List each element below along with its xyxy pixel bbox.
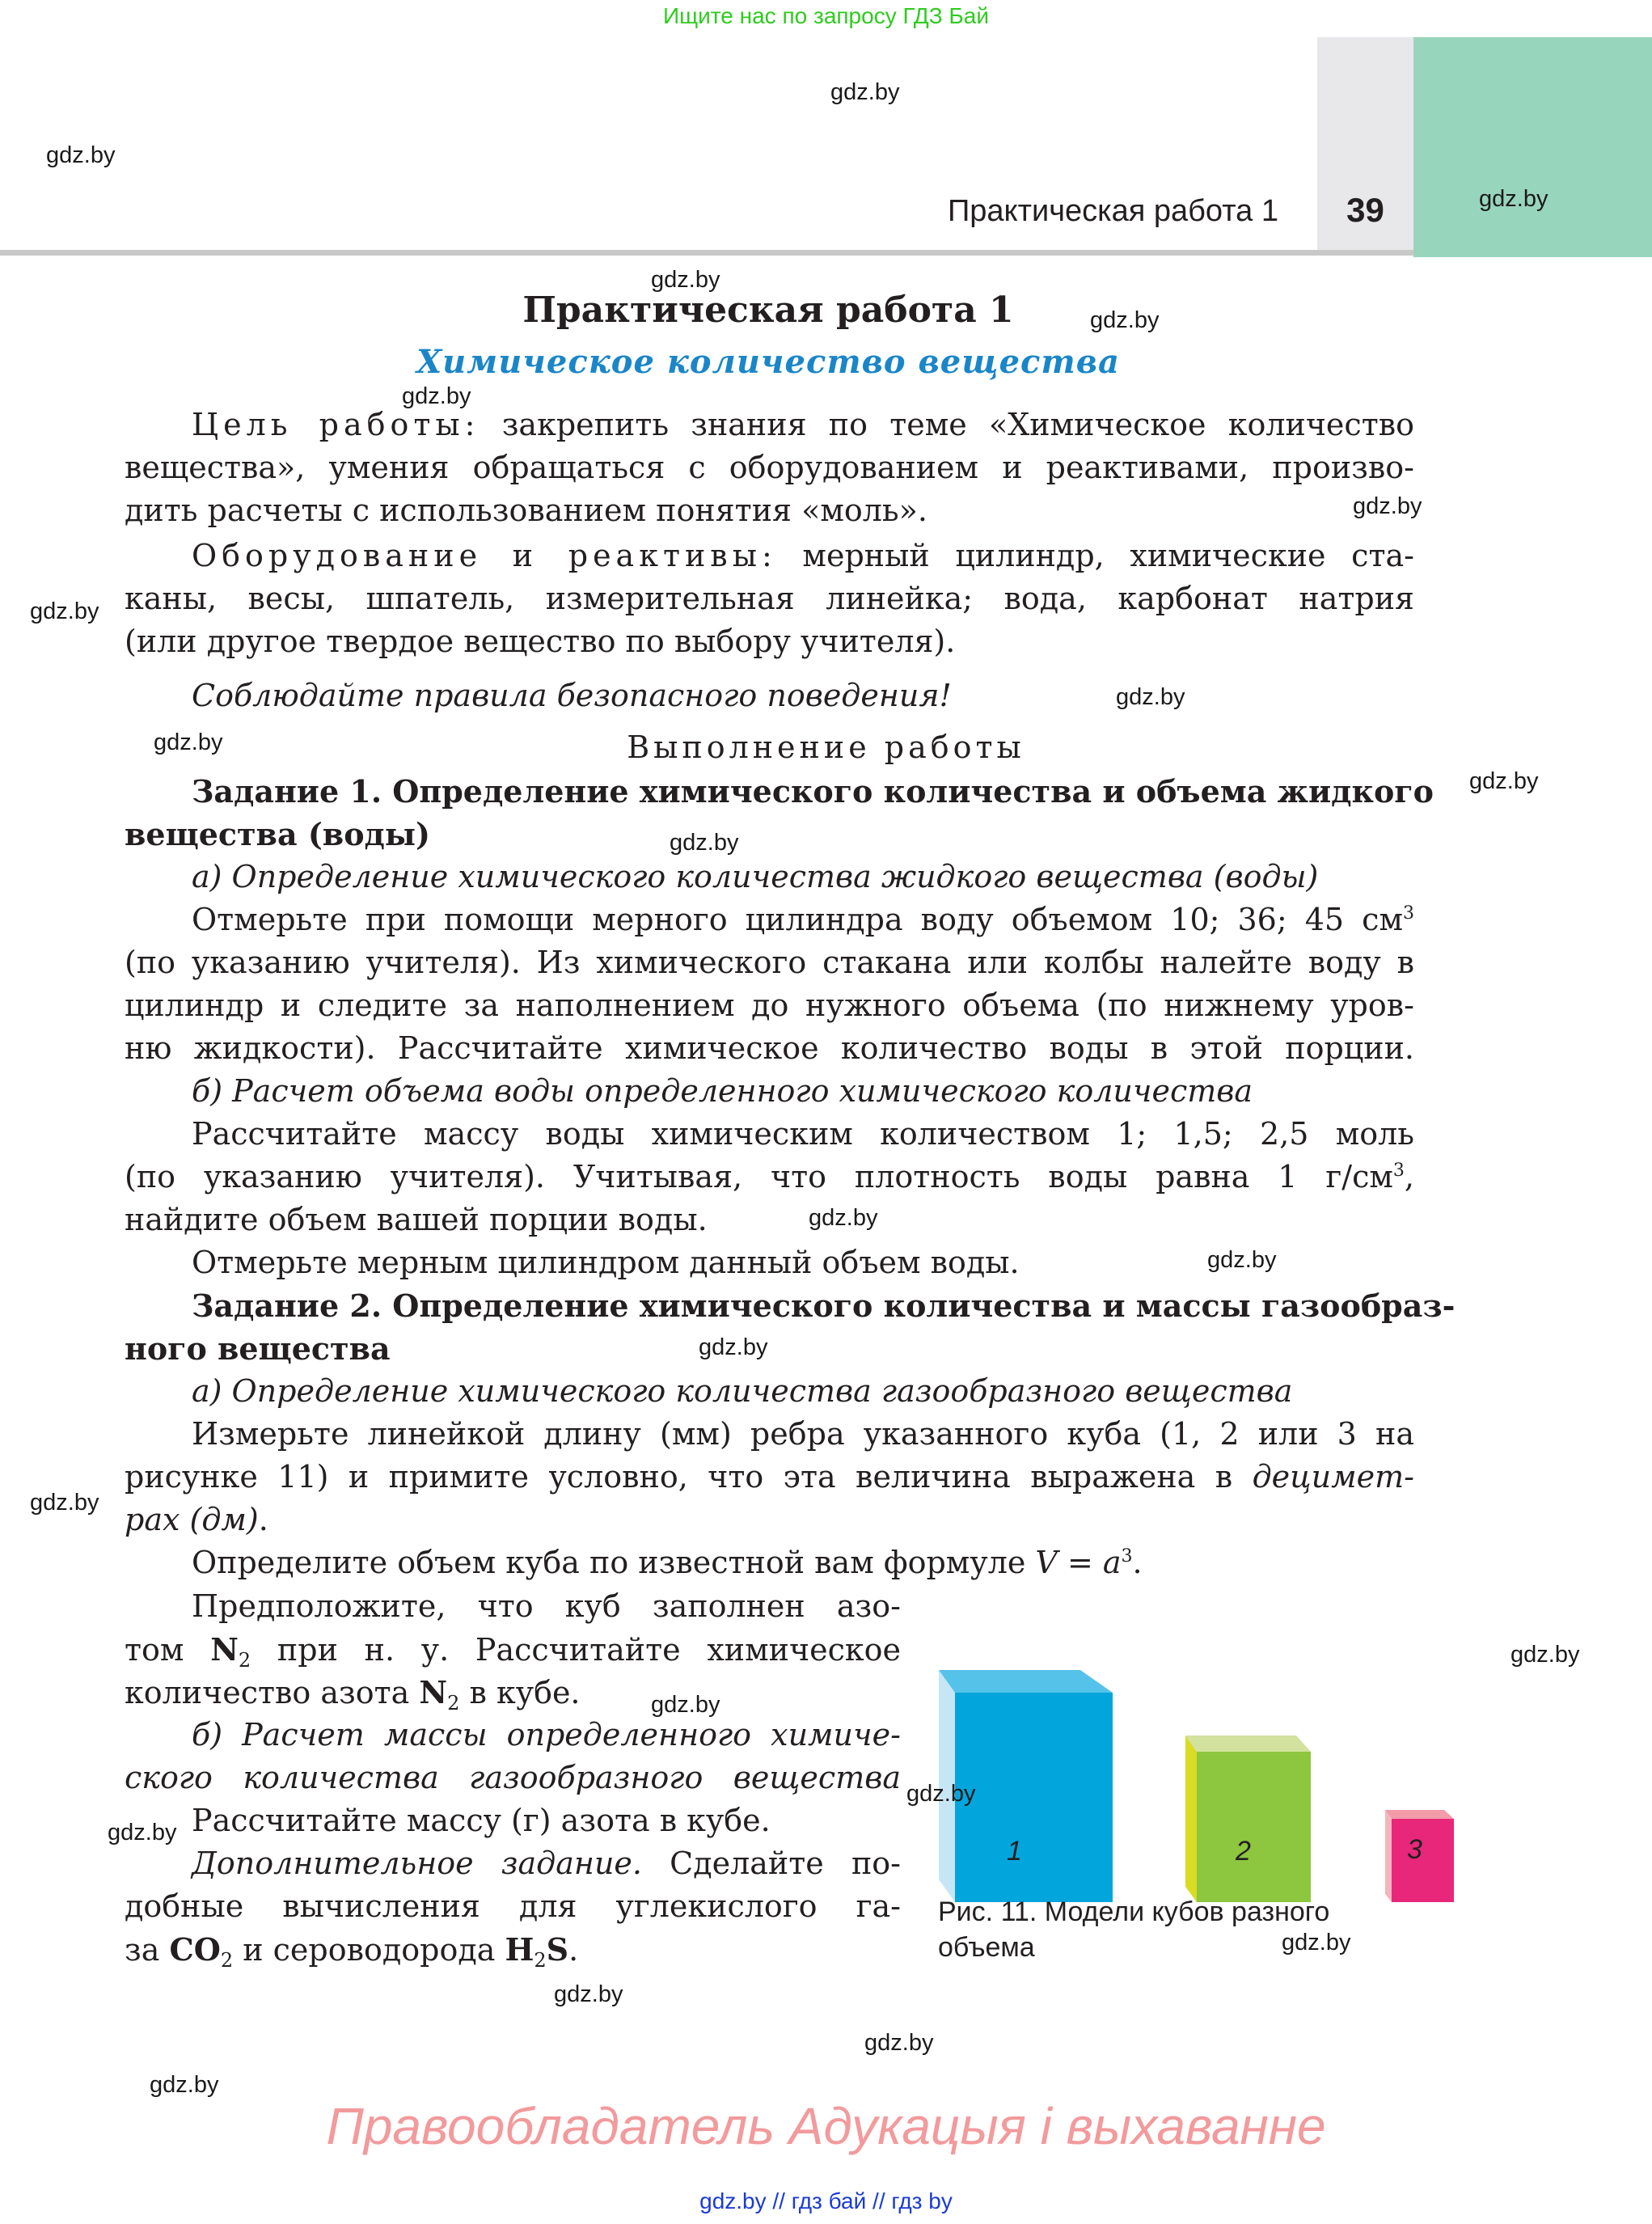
footer-links[interactable]: gdz.by // гдз бай // гдз by (699, 2188, 953, 2213)
cube-label-1: 1 (1007, 1836, 1022, 1867)
watermark: gdz.by (30, 1490, 99, 1516)
watermark: gdz.by (651, 267, 720, 293)
safety-note: Соблюдайте правила безопасного поведения! (192, 678, 952, 713)
task1-b-line-4: Отмерьте мерным цилиндром данный объем воды. (192, 1245, 1020, 1280)
watermark: gdz.by (830, 79, 900, 105)
nitrogen-line-2: том $N_2$ при н. у. Рассчитайте химическое (125, 1631, 902, 1672)
formula-line: Определите объем куба по известной вам формуле $V = a^3$. (192, 1545, 1143, 1580)
task1-part-b-title: б) Расчет объема воды определенного химического количества (192, 1073, 1253, 1109)
section-heading: Выполнение работы (627, 729, 1025, 765)
watermark: gdz.by (906, 1781, 976, 1807)
equipment-label: Оборудование и реактивы: (192, 538, 777, 573)
cube-figure (922, 1650, 1472, 1917)
extra-line-1: Дополнительное задание. Сделайте по- (192, 1846, 901, 1881)
watermark: gdz.by (864, 2030, 934, 2056)
watermark: gdz.by (1510, 1642, 1580, 1668)
task1-b-line-2: (по указанию учителя). Учитывая, что плотность воды равна 1 $г/см^3$, (125, 1159, 1414, 1194)
task2-heading-2: ного вещества (125, 1330, 391, 1367)
task1-a-line-4: ню жидкости). Рассчитайте химическое количество воды в этой порции. (125, 1030, 1414, 1066)
task1-b-line-1: Рассчитайте массу воды химическим количеством 1; 1,5; 2,5 моль (192, 1116, 1414, 1152)
goal-line-3: дить расчеты с использованием понятия «моль». (125, 493, 927, 528)
watermark: gdz.by (651, 1692, 720, 1718)
task2-part-b-title-2: ского количества газообразного вещества (125, 1760, 901, 1795)
watermark: gdz.by (809, 1205, 878, 1231)
watermark: gdz.by (46, 142, 116, 168)
task1-heading-2: вещества (воды) (125, 816, 430, 852)
page-number: 39 (1346, 191, 1384, 229)
watermark: gdz.by (1116, 684, 1185, 710)
watermark: gdz.by (108, 1820, 177, 1846)
figure-caption: Рис. 11. Модели кубов разного объема (938, 1896, 1330, 1963)
watermark: gdz.by (670, 830, 739, 856)
search-banner[interactable]: Ищите нас по запросу ГДЗ Бай (662, 3, 990, 28)
watermark: gdz.by (402, 383, 471, 409)
task1-b-line-3: найдите объем вашей порции воды. (125, 1202, 708, 1237)
watermark: gdz.by (1090, 307, 1160, 333)
watermark: gdz.by (1469, 768, 1539, 794)
task2-a-line-1: Измерьте линейкой длину (мм) ребра указанного куба (1, 2 или 3 на (192, 1416, 1414, 1452)
task2-b-line: Рассчитайте массу (г) азота в кубе. (192, 1803, 771, 1838)
page-subtitle: Химическое количество вещества (416, 343, 1120, 381)
watermark: gdz.by (1282, 1930, 1351, 1956)
watermark: gdz.by (1479, 186, 1548, 212)
running-title: Практическая работа 1 (947, 194, 1278, 228)
watermark: gdz.by (554, 1981, 623, 2007)
equipment-line-1: Оборудование и реактивы: мерный цилиндр, химические ста- (192, 538, 1414, 573)
cube-label-3: 3 (1407, 1834, 1422, 1865)
extra-line-2: добные вычисления для углекислого га- (125, 1888, 901, 1924)
task1-heading-1: Задание 1. Определение химического количества и объема жидкого (192, 773, 1434, 810)
nitrogen-line-1: Предположите, что куб заполнен азо- (192, 1588, 901, 1624)
task2-heading-1: Задание 2. Определение химического количества и массы газообраз- (192, 1287, 1456, 1324)
task2-a-line-2: рисунке 11) и примите условно, что эта величина выражена в децимет- (125, 1459, 1414, 1495)
watermark: gdz.by (1207, 1247, 1277, 1273)
task2-part-b-title-1: б) Расчет массы определенного химиче- (192, 1717, 901, 1753)
equipment-line-2: каны, весы, шпатель, измерительная линейка; вода, карбонат натрия (125, 581, 1414, 616)
task2-part-a-title: а) Определение химического количества газообразного вещества (192, 1373, 1293, 1409)
equipment-line-3: (или другое твердое вещество по выбору учителя). (125, 624, 956, 659)
page-title: Практическая работа 1 (522, 290, 1014, 331)
goal-line-1: Цель работы: закрепить знания по теме «Химическое количество (192, 407, 1415, 442)
nitrogen-line-3: количество азота $N_2$ в кубе. (125, 1674, 581, 1715)
header-rule (0, 250, 1413, 256)
watermark: gdz.by (1353, 493, 1422, 519)
cube-label-2: 2 (1236, 1836, 1251, 1867)
header-accent-block (1413, 37, 1652, 257)
extra-line-3: за $CO_2$ и сероводорода $H_2S$. (125, 1931, 579, 1972)
watermark: gdz.by (30, 598, 99, 624)
rights-holder: Правообладатель Адукацыя і выхаванне (326, 2097, 1326, 2155)
watermark: gdz.by (154, 729, 223, 755)
goal-label: Цель работы: (192, 407, 480, 442)
task2-a-line-3: рах (дм). (125, 1502, 268, 1537)
task1-a-line-2: (по указанию учителя). Из химического стакана или колбы налейте воду в (125, 945, 1414, 980)
goal-line-2: вещества», умения обращаться с оборудованием и реактивами, произво- (125, 450, 1414, 485)
watermark: gdz.by (150, 2072, 219, 2098)
cube-2 (1185, 1736, 1311, 1902)
task1-a-line-3: цилиндр и следите за наполнением до нужного объема (по нижнему уров- (125, 987, 1414, 1023)
task1-a-line-1: Отмерьте при помощи мерного цилиндра воду объемом 10; 36; 45 $см^3$ (192, 902, 1414, 937)
task1-part-a-title: а) Определение химического количества жидкого вещества (воды) (192, 859, 1319, 894)
watermark: gdz.by (699, 1334, 768, 1360)
